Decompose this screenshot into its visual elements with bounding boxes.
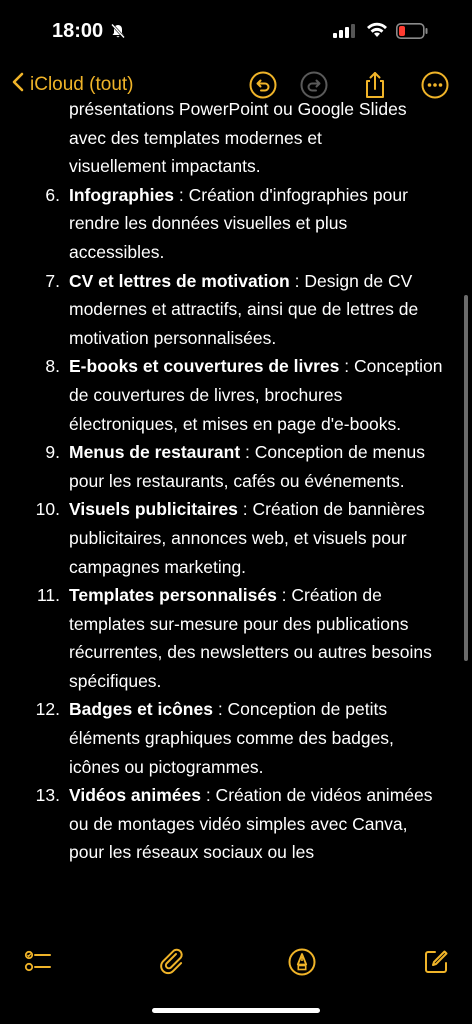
list-item — [0, 581, 472, 695]
note-body[interactable] — [0, 95, 472, 940]
item-text: : Création de bannières publicitaires, annonces web, et visuels pour campagnes marketing. — [69, 499, 425, 577]
status-time: 18:00 — [52, 20, 104, 42]
item-text: : Création de templates sur-mesure pour des publications récurrentes, des newsletters ou autres besoins spécifiques. — [69, 585, 432, 691]
attachment-icon[interactable] — [156, 946, 188, 978]
item-text: : Création d'infographies pour rendre les données visuelles et plus accessibles. — [69, 184, 408, 262]
item-title: Infographies — [69, 184, 175, 205]
item-title: Menus de restaurant — [69, 442, 241, 463]
item-title: Badges et icônes — [69, 699, 213, 720]
list-item — [0, 781, 472, 867]
cellular-signal-icon — [333, 24, 355, 43]
list-item — [0, 695, 472, 781]
item-title: E-books et couvertures de livres — [69, 356, 340, 377]
list-item — [0, 181, 472, 267]
text-line: avec des templates modernes et — [69, 127, 322, 148]
list-item — [0, 438, 472, 495]
list-number: 7. — [45, 270, 60, 291]
list-number: 13. — [35, 785, 60, 806]
list-number: 11. — [36, 585, 60, 606]
item-text: : Création de vidéos animées ou de montages vidéo simples avec Canva, pour les réseaux sociaux ou les — [69, 785, 433, 863]
list-item — [0, 495, 472, 581]
item-title: CV et lettres de motivation — [69, 270, 290, 291]
list-number: 10. — [35, 499, 60, 520]
item-title: Templates personnalisés — [69, 585, 277, 606]
checklist-icon[interactable] — [22, 946, 54, 978]
markup-icon[interactable] — [286, 946, 318, 978]
bell-slash-icon — [110, 23, 126, 44]
battery-icon — [396, 23, 428, 44]
item-text: : Conception de menus pour les restaurants, cafés ou événements. — [69, 442, 425, 491]
text-line: visuellement impactants. — [69, 156, 261, 177]
back-label: iCloud (tout) — [30, 74, 134, 95]
numbered-list — [0, 95, 472, 867]
list-number: 6. — [45, 184, 60, 205]
list-item — [0, 267, 472, 353]
list-item-continuation — [0, 95, 472, 181]
item-title: Vidéos animées — [69, 785, 201, 806]
list-number: 9. — [45, 442, 60, 463]
list-number: 12. — [35, 699, 60, 720]
item-text: : Conception de petits éléments graphiques comme des badges, icônes ou pictogrammes. — [69, 699, 394, 777]
list-item — [0, 352, 472, 438]
text-line: présentations PowerPoint ou Google Slides — [69, 99, 407, 119]
wifi-icon — [366, 22, 388, 43]
home-indicator[interactable] — [152, 1008, 320, 1013]
status-bar — [0, 0, 472, 62]
compose-icon[interactable] — [420, 946, 452, 978]
list-number: 8. — [45, 356, 60, 377]
item-text: : Design de CV modernes et attractifs, ainsi que de lettres de motivation personnalisées. — [69, 270, 419, 348]
scrollbar[interactable] — [464, 295, 468, 661]
item-text: : Conception de couvertures de livres, brochures électroniques, et mises en page d'e-books. — [69, 356, 443, 434]
item-title: Visuels publicitaires — [69, 499, 238, 520]
